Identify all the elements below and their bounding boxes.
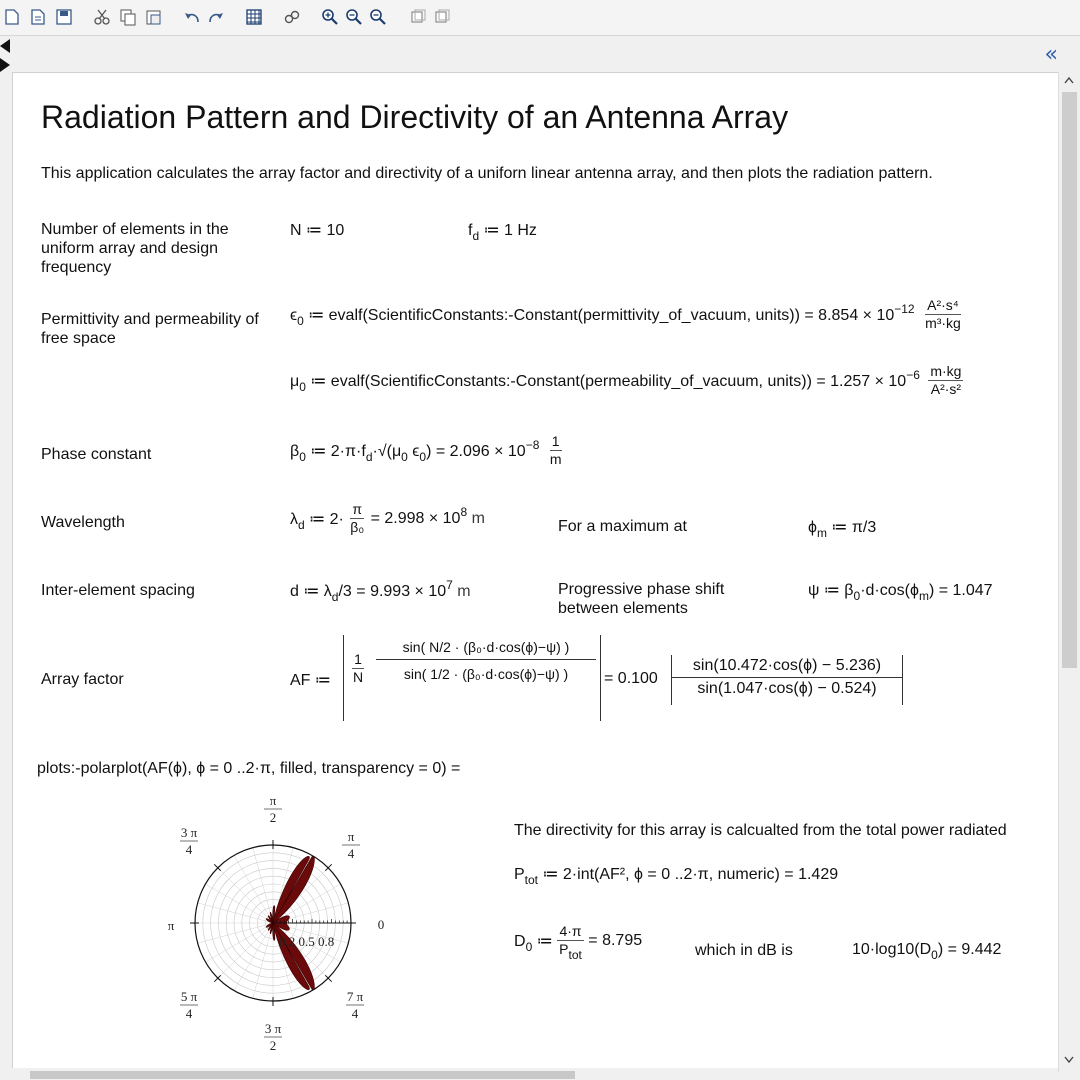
copy-icon[interactable]: [118, 6, 138, 28]
lambda-exp: 8: [460, 504, 468, 519]
af-coef-num: 1: [354, 651, 362, 667]
angle-label-den: 4: [185, 842, 193, 857]
angle-label-den: 2: [269, 1038, 277, 1053]
math-lambda[interactable]: $\lambda_d$ ≔ 2· $\frac{\pi}{\text{β₀}}$ = $2.998 \times 10^8$ m: [290, 501, 485, 535]
directivity-intro: The directivity for this array is calcualted from the total power radiated: [514, 822, 1007, 839]
angle-label: [264, 1021, 282, 1053]
execute-icon[interactable]: [432, 6, 452, 28]
math-psi[interactable]: ψ ≔ $\beta_0\cdot d\cdot\cos(\phi_m) = 1.047$: [808, 582, 993, 603]
d0-den: P: [559, 941, 569, 957]
label-permittivity: Permittivity and permeability of free space: [41, 311, 259, 347]
table-icon[interactable]: [244, 6, 264, 28]
label-phase: Phase constant: [41, 446, 152, 463]
d-exp: 7: [446, 578, 453, 592]
angle-label: [264, 793, 282, 825]
redo-icon[interactable]: [206, 6, 226, 28]
db-expr: 10·log10(D: [852, 941, 932, 958]
beta-result: = 2.096 × 10: [431, 442, 526, 460]
angle-label-num: π: [269, 793, 277, 808]
d-unit: m: [452, 583, 471, 600]
angle-label: [168, 918, 175, 933]
angle-label-num: 5 π: [180, 989, 198, 1004]
angle-label-num: π: [347, 829, 355, 844]
angle-label: [180, 989, 198, 1021]
phim-def: ≔ π/3: [826, 519, 877, 536]
angle-label-den: 2: [269, 810, 277, 825]
cut-icon[interactable]: [92, 6, 112, 28]
fd-symbol: f: [468, 222, 473, 239]
intro-text: This application calculates the array factor and directivity of a uniforn linear antenna array, and then plots the radiation pattern.: [41, 165, 933, 182]
ptot-sub: tot: [524, 873, 539, 887]
eps-unit-den: m³·kg: [925, 315, 961, 331]
horizontal-scrollbar[interactable]: [12, 1068, 1058, 1080]
ptot-expr: ≔ 2·int(AF², ϕ = 0 ..2·π, numeric) = 1.429: [538, 866, 839, 883]
label-maximum: For a maximum at: [558, 518, 687, 535]
label-in-db: which in dB is: [695, 942, 793, 959]
math-mu[interactable]: $\mu_0$ ≔ evalf(ScientificConstants:-Constant(permeability_of_vacuum, units)) = $1.257 \times 10^{-6}$ $\frac{m\cdot kg}{\text{A²·s²}}$: [290, 363, 962, 397]
angle-label: [346, 989, 364, 1021]
db-result: ) = 9.442: [937, 941, 1002, 958]
mu-exp: −6: [906, 367, 920, 382]
angle-label-num: 0: [377, 917, 385, 932]
eps-unit-num: A²·s⁴: [927, 297, 959, 313]
horizontal-scroll-thumb[interactable]: [30, 1071, 575, 1079]
eps-exp: −12: [894, 301, 915, 316]
d0-name: D: [514, 933, 526, 950]
psi-result: ·d·cos(ϕ: [860, 582, 919, 599]
lambda-unit: m: [467, 509, 485, 527]
save-icon[interactable]: [54, 6, 74, 28]
mu-unit-num: m·kg: [930, 363, 962, 379]
angle-label-den: 4: [351, 1006, 359, 1021]
beta-unit-num: 1: [551, 433, 560, 449]
d0-sub: 0: [525, 940, 533, 954]
psi-expr: ψ ≔ β: [808, 582, 854, 599]
lambda-expr: ≔ 2·: [304, 510, 344, 528]
d-expr: d ≔ λ: [290, 583, 332, 600]
page-title: Radiation Pattern and Directivity of an Antenna Array: [41, 99, 789, 135]
af-name[interactable]: AF ≔: [290, 672, 331, 689]
label-wavelength: Wavelength: [41, 514, 125, 531]
fd-sub: d: [472, 229, 480, 243]
ptot-name: P: [514, 866, 525, 883]
af-coef-den: N: [353, 669, 364, 685]
d-result: /3 = 9.993 × 10: [338, 583, 447, 600]
math-db[interactable]: [852, 941, 1002, 962]
undo-icon[interactable]: [182, 6, 202, 28]
angle-label-den: 4: [347, 846, 355, 861]
d0-def: ≔: [532, 933, 553, 950]
grid-spoke: [205, 884, 273, 923]
math-d[interactable]: d ≔ $\lambda_d/3 = 9.993 \times 10^7$ m: [290, 578, 471, 604]
af-equals: = 0.100: [604, 670, 658, 687]
grid-spoke: [198, 903, 273, 923]
grid-spoke: [234, 923, 273, 991]
af-simplified[interactable]: [671, 655, 903, 705]
grid-spoke: [234, 855, 273, 923]
label-array-factor: Array factor: [41, 671, 124, 688]
math-beta[interactable]: $\beta_0$ ≔ $2\cdot\pi\cdot f_d\cdot√(\mu_0$ $\epsilon_0) = 2.096 \times 10^{-8}$ $\frac{1}{m}$: [290, 433, 562, 467]
af-bot: sin( 1/2 · (β₀·d·cos(ϕ)−ψ) ): [403, 666, 569, 682]
angle-label-den: 4: [185, 1006, 193, 1021]
lambda-den: β₀: [350, 519, 365, 535]
lambda-result: = 2.998 × 10: [370, 509, 461, 527]
collapse-panel-button[interactable]: «: [1044, 42, 1058, 67]
af-simp-den: sin(1.047·cos(ϕ) − 0.524): [697, 680, 877, 697]
plot-command[interactable]: plots:-polarplot(AF(ϕ), ϕ = 0 ..2·π, filled, transparency = 0) =: [37, 760, 461, 777]
zoom-out-icon[interactable]: [368, 6, 388, 28]
angle-label-num: 3 π: [180, 825, 198, 840]
new-document-icon[interactable]: [2, 6, 22, 28]
expand-left-arrow-icon[interactable]: [0, 39, 10, 53]
angle-label-num: 7 π: [346, 989, 364, 1004]
worksheet: [12, 72, 1058, 1068]
d0-den-sub: tot: [568, 948, 582, 962]
math-d0[interactable]: [514, 923, 643, 962]
vertical-scrollbar[interactable]: [1058, 72, 1080, 1072]
beta-unit-den: m: [549, 451, 562, 467]
fd-rest: ≔ 1 Hz: [479, 222, 537, 239]
eps-expr: ≔ evalf(ScientificConstants:-Constant(permittivity_of_vacuum, units)) = 8.854 × 10: [303, 306, 895, 324]
grid-spoke: [253, 923, 273, 998]
polar-plot[interactable]: [153, 793, 393, 1057]
db-sub: 0: [931, 948, 938, 962]
restart-icon[interactable]: [408, 6, 428, 28]
grid-spoke: [198, 923, 273, 943]
scroll-up-icon[interactable]: [1064, 76, 1074, 84]
beta-exp: −8: [525, 437, 540, 452]
mu-expr: ≔ evalf(ScientificConstants:-Constant(permeability_of_vacuum, units)) = 1.257 × 10: [305, 372, 907, 390]
radial-tick-labels: 0.2 0.5 0.8: [279, 934, 335, 949]
open-icon[interactable]: [28, 6, 48, 28]
lambda-num: π: [352, 501, 363, 517]
angle-label: [342, 829, 360, 861]
af-top: sin( N/2 · (β₀·d·cos(ϕ)−ψ) ): [376, 639, 596, 660]
angle-label: [378, 917, 385, 932]
angle-label-num: 3 π: [264, 1021, 282, 1036]
label-spacing: Inter-element spacing: [41, 582, 195, 599]
angle-label: [180, 825, 198, 857]
grid-spoke: [205, 923, 273, 962]
paste-icon[interactable]: [144, 6, 164, 28]
grid-spoke: [253, 848, 273, 923]
toolbar: [0, 0, 1080, 36]
angle-label-num: π: [167, 918, 175, 933]
mu-unit-den: A²·s²: [930, 381, 962, 397]
math-fd[interactable]: [468, 220, 537, 243]
scroll-down-icon[interactable]: [1064, 1056, 1074, 1064]
d0-num: 4·π: [559, 923, 582, 939]
d0-result: = 8.795: [588, 932, 643, 949]
math-ptot[interactable]: [514, 864, 839, 887]
label-phase-shift: Progressive phase shift between elements: [558, 581, 725, 617]
psi-end: ) = 1.047: [928, 582, 993, 599]
expand-right-arrow-icon[interactable]: [0, 58, 10, 72]
link-icon[interactable]: [282, 6, 302, 28]
math-N[interactable]: N ≔ 10: [290, 222, 345, 239]
label-elements: Number of elements in the uniform array and design frequency: [41, 221, 229, 276]
math-epsilon[interactable]: $\epsilon_0$ ≔ evalf(ScientificConstants:-Constant(permittivity_of_vacuum, units)) = $8.854 \times 10^{-12}$ $\frac{\text{A²·s⁴}}{\text{m³·kg}}$: [290, 297, 961, 331]
math-phim[interactable]: $\phi_m$ ≔ π/3: [808, 519, 877, 540]
zoom-reset-icon[interactable]: [344, 6, 364, 28]
af-coef: [351, 651, 365, 686]
beta-expr: ≔ 2·π·f: [305, 442, 366, 460]
vertical-scroll-thumb[interactable]: [1062, 92, 1077, 668]
af-simp-num: sin(10.472·cos(ϕ) − 5.236): [672, 655, 902, 678]
af-fraction[interactable]: [376, 639, 596, 682]
zoom-in-icon[interactable]: [320, 6, 340, 28]
palette-bar: [0, 36, 1080, 72]
